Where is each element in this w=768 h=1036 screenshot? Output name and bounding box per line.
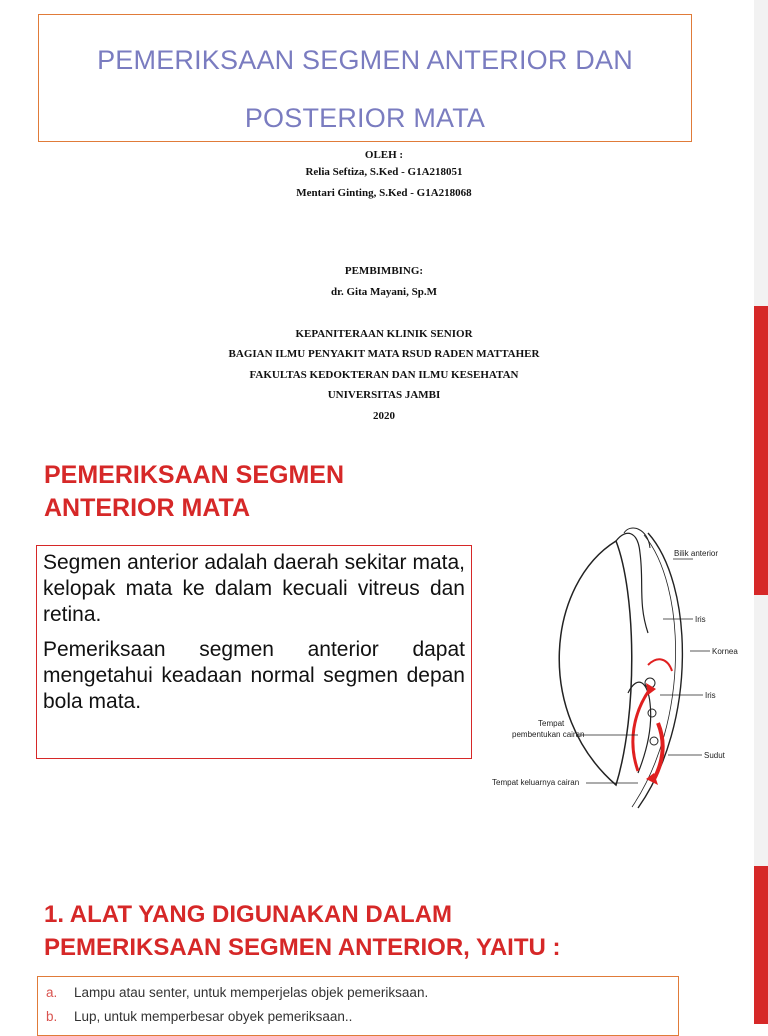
label-tempat-1: Tempat bbox=[538, 719, 565, 728]
institution-line-3: FAKULTAS KEDOKTERAN DAN ILMU KESEHATAN bbox=[249, 369, 519, 381]
list-item-text: Lampu atau senter, untuk memperjelas objek pemeriksaan. bbox=[74, 985, 429, 1000]
institution-line-4: UNIVERSITAS JAMBI bbox=[327, 389, 441, 401]
heading-line-1: PEMERIKSAAN SEGMEN bbox=[44, 461, 345, 489]
tools-list bbox=[37, 976, 679, 1036]
slide-alat bbox=[0, 866, 768, 1024]
label-iris-top: Iris bbox=[695, 615, 706, 624]
institution-line-2: BAGIAN ILMU PENYAKIT MATA RSUD RADEN MATTAHER bbox=[228, 348, 540, 360]
oleh-label: OLEH : bbox=[364, 149, 404, 161]
list-item-text: Lup, untuk memperbesar obyek pemeriksaan.. bbox=[74, 1009, 353, 1024]
iris-cell bbox=[650, 737, 658, 745]
heading-line-2: ANTERIOR MATA bbox=[44, 494, 250, 522]
slide-accent-bar bbox=[754, 866, 768, 1024]
list-marker: a. bbox=[46, 985, 58, 1000]
slide-segmen-anterior bbox=[0, 433, 768, 866]
label-kornea: Kornea bbox=[712, 647, 738, 656]
list-marker: b. bbox=[46, 1009, 58, 1024]
definition-box bbox=[36, 545, 472, 759]
heading-line-1: 1. ALAT YANG DIGUNAKAN DALAM bbox=[44, 901, 453, 928]
slide-heading bbox=[44, 459, 344, 525]
label-tempat-keluarnya: Tempat keluarnya cairan bbox=[492, 778, 580, 787]
list-item bbox=[46, 1005, 678, 1029]
author-2: Mentari Ginting, S.Ked - G1A218068 bbox=[296, 187, 472, 199]
title-line-1: PEMERIKSAAN SEGMEN ANTERIOR DAN bbox=[97, 45, 633, 75]
pembimbing-name: dr. Gita Mayani, Sp.M bbox=[331, 286, 437, 298]
title-line-2: POSTERIOR MATA bbox=[244, 103, 486, 133]
slide-title bbox=[0, 0, 768, 433]
iris-cell bbox=[648, 709, 656, 717]
paragraph-purpose: Pemeriksaan segmen anterior dapat mengetahui keadaan normal segmen depan bola mata. bbox=[43, 638, 465, 713]
author-1: Relia Seftiza, S.Ked - G1A218051 bbox=[305, 166, 463, 178]
paragraph-definition: Segmen anterior adalah daerah sekitar mata, kelopak mata ke dalam kecuali vitreus dan retina. bbox=[43, 551, 465, 626]
label-bilik-anterior: Bilik anterior bbox=[674, 549, 719, 558]
eye-anterior-diagram bbox=[488, 523, 738, 813]
flow-arrow-top bbox=[648, 659, 672, 671]
pembimbing-label: PEMBIMBING: bbox=[344, 265, 424, 277]
flow-arrow-up bbox=[633, 689, 650, 771]
slide-accent-bar bbox=[754, 433, 768, 595]
flow-arrow-down bbox=[653, 723, 663, 781]
label-tempat-2: pembentukan cairan bbox=[512, 730, 585, 739]
label-sudut: Sudut bbox=[704, 751, 725, 760]
year: 2020 bbox=[373, 410, 395, 422]
lens-shape bbox=[559, 541, 632, 785]
slide-heading bbox=[44, 898, 561, 964]
cornea-inner-outline bbox=[632, 535, 676, 807]
institution-line-1: KEPANITERAAN KLINIK SENIOR bbox=[295, 328, 473, 340]
label-iris-bottom: Iris bbox=[705, 691, 716, 700]
title-box bbox=[38, 14, 692, 142]
list-item bbox=[46, 981, 678, 1005]
heading-line-2: PEMERIKSAAN SEGMEN ANTERIOR, YAITU : bbox=[44, 934, 561, 961]
